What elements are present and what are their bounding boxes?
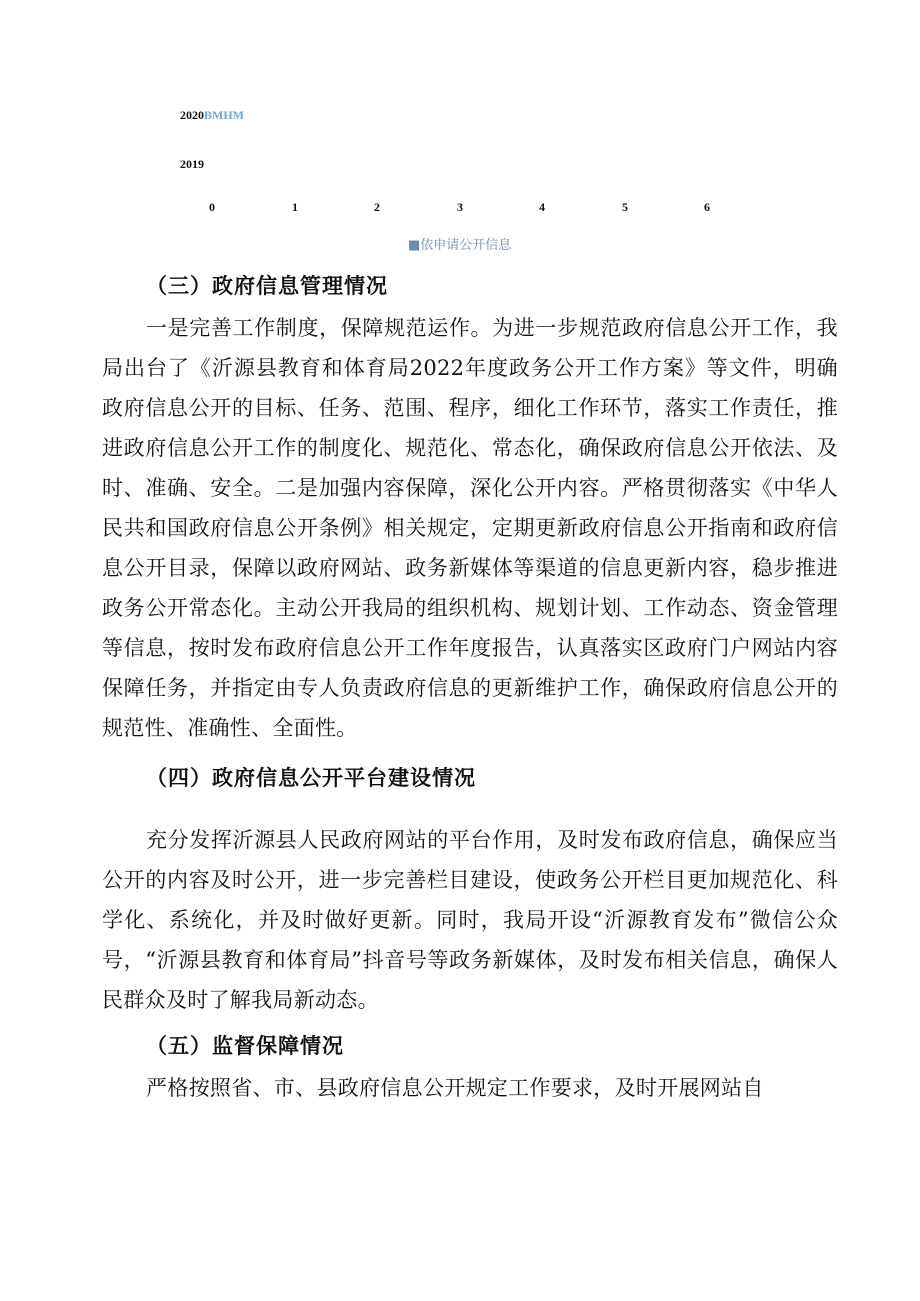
section-heading-4: （四）政府信息公开平台建设情况 [146,766,476,790]
chart-legend: ■依申请公开信息 [408,238,512,253]
x-tick-label: 2 [374,200,380,214]
document-body [102,268,838,1108]
section-paragraph-3: 一是完善工作制度，保障规范运作。为进一步规范政府信息公开工作，我局出台了《沂源县教育和体育局2022年度政务公开工作方案》等文件，明确政府信息公开的目标、任务、范围、程序，细化工作环节，落实工作责任，推进政府信息公开工作的制度化、规范化、常态化，确保政府信息公开依法、及时、准确、安全。二是加强内容保障，深化公开内容。严格贯彻落实《中华人民共和国政府信息公开条例》相关规定，定期更新政府信息公开指南和政府信息公开目录，保障以政府网站、政务新媒体等渠道的信息更新内容，稳步推进政务公开常态化。主动公开我局的组织机构、规划计划、工作动态、资金管理等信息，按时发布政府信息公开工作年度报告，认真落实区政府门户网站内容保障任务，并指定由专人负责政府信息的更新维护工作，确保政府信息公开的规范性、准确性、全面性。 [102,316,838,740]
section-paragraph-5: 严格按照省、市、县政府信息公开规定工作要求，及时开展网站自 [146,1076,764,1100]
x-tick-label: 1 [292,200,298,214]
category-label-2020: 2020 [180,108,204,122]
category-label-2019: 2019 [180,157,204,171]
x-tick-label: 4 [539,200,545,214]
bar-chart [0,0,920,260]
section-paragraph-4: 充分发挥沂源县人民政府网站的平台作用，及时发布政府信息，确保应当公开的内容及时公开，进一步完善栏目建设，使政务公开栏目更加规范化、科学化、系统化，并及时做好更新。同时，我局开设“沂源教育发布”微信公众号，“沂源县教育和体育局”抖音号等政务新媒体，及时发布相关信息，确保人民群众及时了解我局新动态。 [102,828,838,1012]
bar-data-label-2020: BMHM [204,108,244,122]
x-tick-label: 3 [457,200,463,214]
section-heading-5: （五）监督保障情况 [146,1034,344,1058]
chart-row-2020 [180,108,244,123]
x-tick-label: 5 [622,200,628,214]
x-tick-label: 6 [704,200,710,214]
x-tick-label: 0 [209,200,215,214]
section-heading-3: （三）政府信息管理情况 [146,274,388,298]
